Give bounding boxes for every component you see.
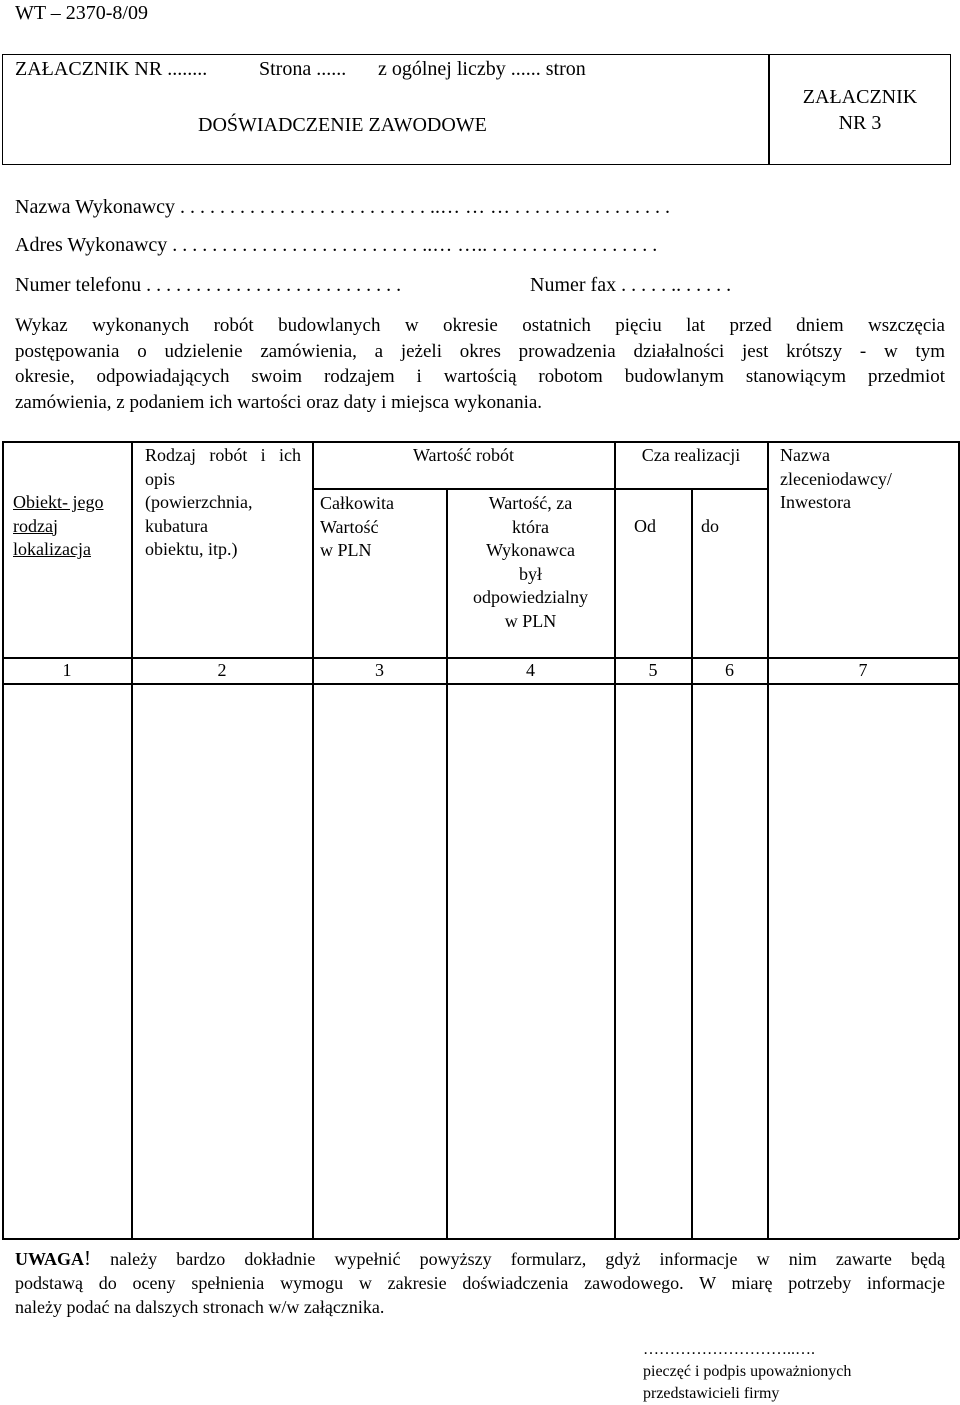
column-header-object (13, 491, 103, 562)
column-header-from: Od (634, 516, 656, 536)
column-header-total-value-line3: w PLN (320, 540, 372, 560)
intro-line-2: postępowania o udzielenie zamówienia, a jeżeli okres prowadzenia działalności jest krótszy - w tym (15, 340, 945, 362)
page-count-field: z ogólnej liczby ...... stron (378, 58, 586, 80)
column-header-contractor-value-line3: Wykonawca (486, 540, 575, 560)
note-line-1-text: należy bardzo dokładnie wypełnić powyższy formularz, gdyż informacje w nim zawarte będą (91, 1249, 945, 1269)
signature-dots: ………………………..…. (643, 1341, 815, 1358)
column-header-object-line1: Obiekt- jego (13, 492, 104, 512)
column-number-4: 4 (526, 660, 535, 680)
table-col-border-5 (691, 488, 693, 1239)
column-header-client (780, 444, 892, 515)
intro-line-1: Wykaz wykonanych robót budowlanych w okresie ostatnich pięciu lat przed dniem wszczęcia (15, 315, 945, 336)
column-number-6: 6 (725, 660, 734, 680)
column-number-3: 3 (375, 660, 384, 680)
attachment-label-line1: ZAŁACZNIK (802, 86, 918, 108)
column-header-contractor-value-line2: która (512, 516, 549, 537)
note-line-2: podstawą do oceny spełnienia wymogu w zakresie doświadczenia zawodowego. W miarę potrzeby informacje (15, 1273, 945, 1293)
contractor-name-field: Nazwa Wykonawcy . . . . . . . . . . . . . . . . . . . . . . . . . ..… … … . . . . . . . . . . . . . . . . (15, 196, 671, 218)
note-exclamation: ! (84, 1246, 92, 1270)
table-col-border-7 (958, 441, 960, 1239)
intro-paragraph (15, 313, 945, 415)
page-number-field: Strona ...... (259, 58, 347, 80)
column-header-work-type-line5: obiektu, itp.) (145, 539, 238, 559)
signature-line2: przedstawicieli firmy (643, 1385, 780, 1402)
signature-line1: pieczęć i podpis upoważnionych (643, 1363, 852, 1380)
column-header-contractor-value-line6: w PLN (504, 610, 557, 631)
column-number-2: 2 (217, 660, 227, 680)
document-title: DOŚWIADCZENIE ZAWODOWE (198, 114, 487, 136)
column-header-client-line1: Nazwa (780, 445, 830, 465)
column-header-total-value-line1: Całkowita (320, 493, 394, 513)
column-header-work-type-line4: kubatura (145, 515, 208, 536)
attachment-label-line2: NR 3 (838, 112, 882, 134)
table-subheader-border (312, 488, 767, 490)
table-col-border-0 (2, 441, 4, 1239)
column-header-contractor-value (447, 492, 614, 633)
header-right-box (768, 54, 951, 165)
column-header-client-line2: zleceniodawcy/ (780, 468, 892, 489)
fax-field: Numer fax . . . . . .. . . . . . (530, 274, 732, 296)
document-reference: WT – 2370-8/09 (15, 2, 148, 24)
note-line-1 (15, 1246, 945, 1271)
table-col-border-1 (131, 441, 133, 1239)
column-header-object-line2: rodzaj (13, 515, 58, 536)
attachment-number-field: ZAŁACZNIK NR ........ (15, 58, 208, 80)
column-header-work-type-line2: opis (145, 468, 176, 489)
note-line-3: należy podać na dalszych stronach w/w załącznika. (15, 1297, 385, 1317)
column-header-total-value-line2: Wartość (320, 516, 379, 537)
column-header-contractor-value-line1: Wartość, za (488, 493, 573, 513)
contractor-address-field: Adres Wykonawcy . . . . . . . . . . . . . . . . . . . . . . . . . ..… ….. . . . . . . . . . . . . . . . . . (15, 234, 658, 256)
column-header-object-line3: lokalizacja (13, 539, 91, 559)
column-number-1: 1 (62, 660, 72, 680)
intro-line-3: okresie, odpowiadających swoim rodzajem i wartością robotom budowlanym stanowiącym przedmiot (15, 366, 945, 387)
table-number-row-border (2, 683, 959, 685)
signature-block (643, 1339, 851, 1405)
column-header-total-value (320, 492, 394, 563)
table-col-border-4 (614, 441, 616, 1239)
column-number-5: 5 (648, 660, 658, 680)
column-header-to: do (701, 516, 719, 536)
table-col-border-6 (767, 441, 769, 1239)
phone-field: Numer telefonu . . . . . . . . . . . . . . . . . . . . . . . . . . (15, 274, 402, 296)
note-paragraph (15, 1246, 945, 1319)
column-header-contractor-value-line4: był (518, 563, 542, 584)
column-header-client-line3: Inwestora (780, 492, 851, 512)
column-header-work-type-line3: (powierzchnia, (145, 492, 253, 512)
column-group-header-value: Wartość robót (412, 445, 515, 465)
table-bottom-border (2, 1238, 959, 1240)
intro-line-4: zamówienia, z podaniem ich wartości oraz daty i miejsca wykonania. (15, 391, 543, 413)
column-group-header-period: Cza realizacji (641, 445, 741, 465)
column-header-work-type-line1: Rodzaj robót i ich (145, 445, 301, 465)
table-col-border-2 (312, 441, 314, 1239)
column-number-7: 7 (858, 660, 868, 680)
note-label: UWAGA (15, 1249, 85, 1269)
column-header-work-type (145, 444, 301, 562)
table-top-border (2, 441, 959, 443)
column-header-contractor-value-line5: odpowiedzialny (473, 587, 588, 607)
